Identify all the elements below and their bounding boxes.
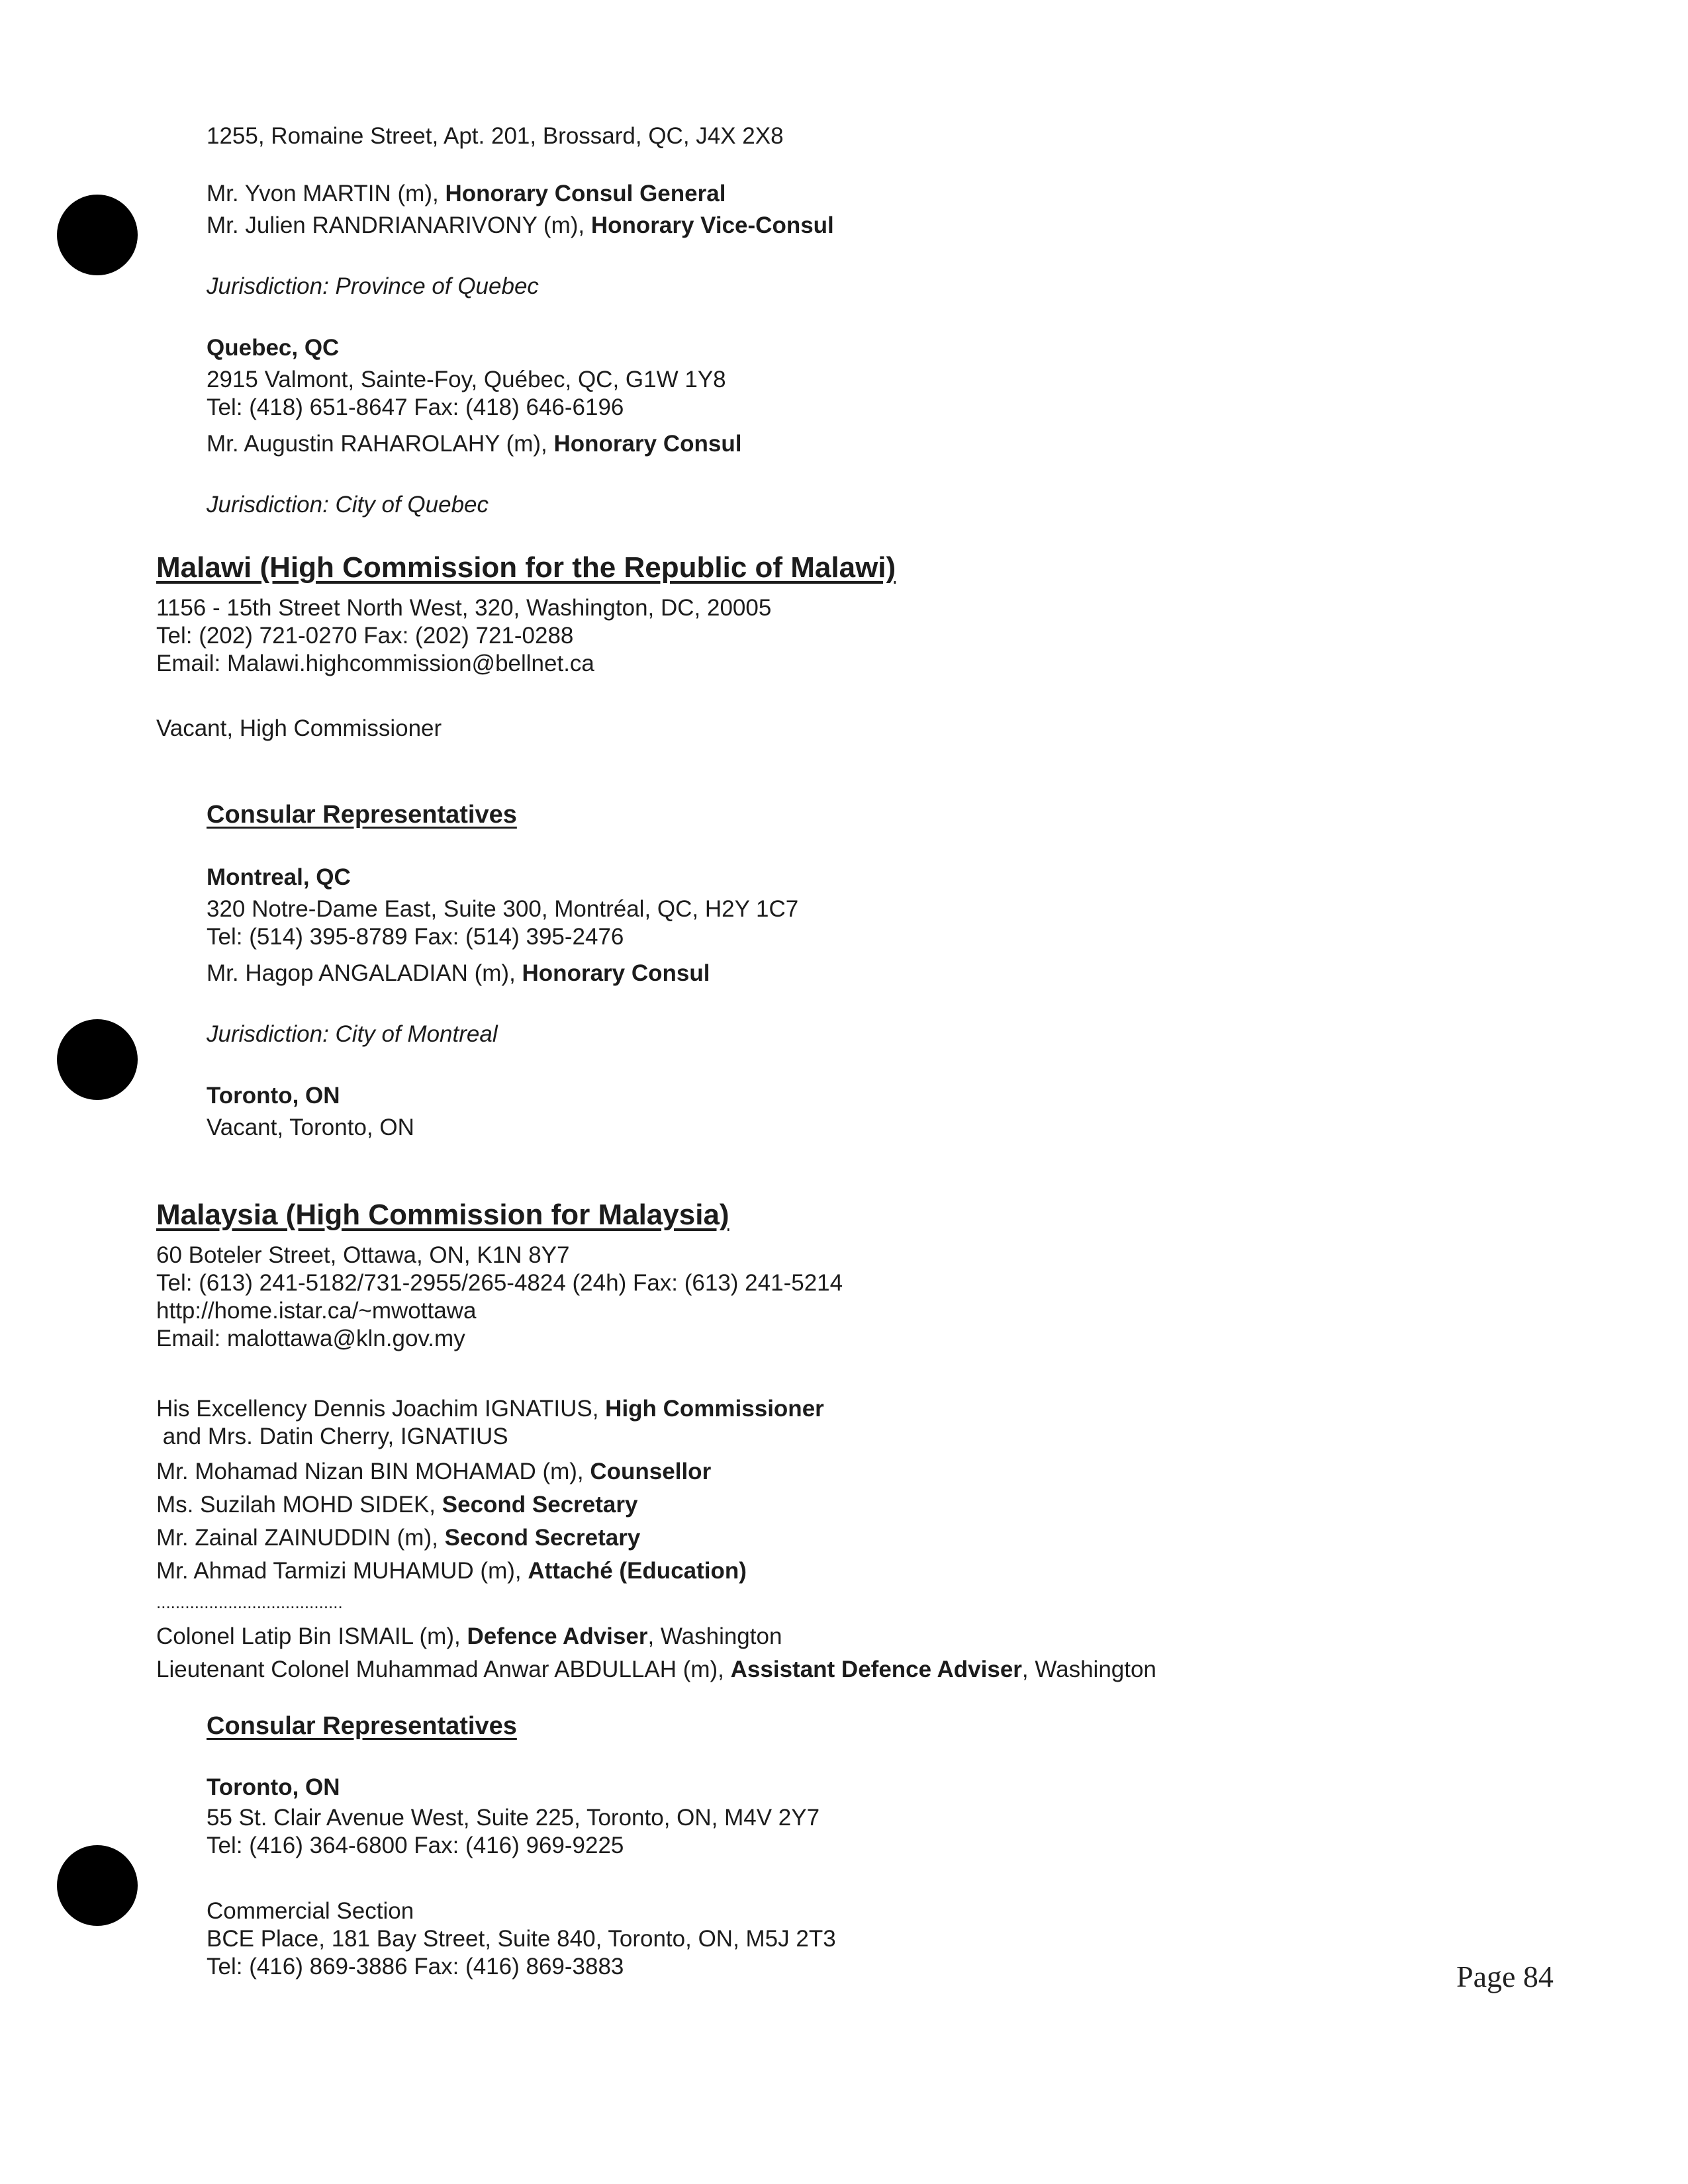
spouse-line: and Mrs. Datin Cherry, IGNATIUS [156,1424,508,1449]
city-heading: Toronto, ON [207,1083,340,1109]
website-line: http://home.istar.ca/~mwottawa [156,1298,477,1324]
person-name: Mr. Augustin RAHAROLAHY (m), [207,431,554,457]
address-line: BCE Place, 181 Bay Street, Suite 840, Toronto, ON, M5J 2T3 [207,1926,836,1952]
person-name: Mr. Zainal ZAINUDDIN (m), [156,1525,445,1551]
person-line [207,960,710,987]
phone-line: Tel: (613) 241-5182/731-2955/265-4824 (24h) Fax: (613) 241-5214 [156,1270,843,1296]
vacant-line: Vacant, Toronto, ON [207,1115,414,1140]
person-title: Second Secretary [442,1492,638,1518]
person-title: Honorary Consul General [445,181,726,206]
consular-heading: Consular Representatives [207,801,517,829]
person-title: Second Secretary [444,1525,641,1551]
phone-line: Tel: (416) 364-6800 Fax: (416) 969-9225 [207,1833,624,1858]
person-name: Mr. Julien RANDRIANARIVONY (m), [207,212,591,238]
person-title: Assistant Defence Adviser [730,1657,1022,1682]
address-line: 1156 - 15th Street North West, 320, Washington, DC, 20005 [156,595,772,621]
address-line: 60 Boteler Street, Ottawa, ON, K1N 8Y7 [156,1242,570,1268]
jurisdiction: Jurisdiction: City of Montreal [207,1021,498,1047]
person-name: Mr. Mohamad Nizan BIN MOHAMAD (m), [156,1459,590,1484]
person-title: High Commissioner [605,1396,824,1422]
phone-line: Tel: (514) 395-8789 Fax: (514) 395-2476 [207,924,624,950]
vacant-line: Vacant, High Commissioner [156,715,442,741]
person-name: Colonel Latip Bin ISMAIL (m), [156,1623,467,1649]
person-line [156,1623,782,1651]
person-title: Attaché (Education) [528,1558,747,1584]
email-line: Email: malottawa@kln.gov.my [156,1326,465,1351]
phone-line: Tel: (418) 651-8647 Fax: (418) 646-6196 [207,394,624,420]
person-title: Counsellor [590,1459,712,1484]
person-line [156,1557,747,1585]
person-line [156,1491,637,1519]
person-name: His Excellency Dennis Joachim IGNATIUS, [156,1396,606,1422]
address-line: 320 Notre-Dame East, Suite 300, Montréal, QC, H2Y 1C7 [207,896,799,922]
person-location: , Washington [647,1623,782,1649]
person-title: Defence Adviser [467,1623,648,1649]
person-line [207,180,726,208]
person-name: Mr. Yvon MARTIN (m), [207,181,445,206]
person-line [207,212,834,240]
punch-hole [57,1019,138,1100]
city-heading: Quebec, QC [207,335,340,361]
person-name: Mr. Ahmad Tarmizi MUHAMUD (m), [156,1558,528,1584]
dotted-separator: ....................................... [156,1592,343,1612]
country-heading: Malawi (High Commission for the Republic of Malawi) [156,551,896,584]
phone-line: Tel: (416) 869-3886 Fax: (416) 869-3883 [207,1954,624,1979]
punch-hole [57,195,138,275]
person-line [156,1395,824,1423]
email-line: Email: Malawi.highcommission@bellnet.ca [156,651,594,676]
city-heading: Toronto, ON [207,1774,340,1800]
person-line [156,1458,711,1486]
address-line: 2915 Valmont, Sainte-Foy, Québec, QC, G1W 1Y8 [207,367,726,392]
person-line [156,1656,1156,1684]
page-number: Page 84 [1456,1960,1554,1993]
address-line: 1255, Romaine Street, Apt. 201, Brossard, QC, J4X 2X8 [207,123,784,149]
city-heading: Montreal, QC [207,864,351,890]
punch-hole [57,1845,138,1926]
section-label: Commercial Section [207,1898,414,1924]
person-name: Ms. Suzilah MOHD SIDEK, [156,1492,442,1518]
jurisdiction: Jurisdiction: Province of Quebec [207,273,539,299]
person-title: Honorary Vice-Consul [590,212,834,238]
person-title: Honorary Consul [553,431,742,457]
person-line [156,1524,640,1552]
address-line: 55 St. Clair Avenue West, Suite 225, Toronto, ON, M4V 2Y7 [207,1805,820,1831]
consular-heading: Consular Representatives [207,1712,517,1740]
country-heading: Malaysia (High Commission for Malaysia) [156,1199,729,1231]
person-title: Honorary Consul [522,960,710,986]
phone-line: Tel: (202) 721-0270 Fax: (202) 721-0288 [156,623,574,649]
person-line [207,430,741,458]
person-name: Lieutenant Colonel Muhammad Anwar ABDULLAH (m), [156,1657,731,1682]
person-location: , Washington [1021,1657,1156,1682]
jurisdiction: Jurisdiction: City of Quebec [207,492,489,518]
person-name: Mr. Hagop ANGALADIAN (m), [207,960,522,986]
